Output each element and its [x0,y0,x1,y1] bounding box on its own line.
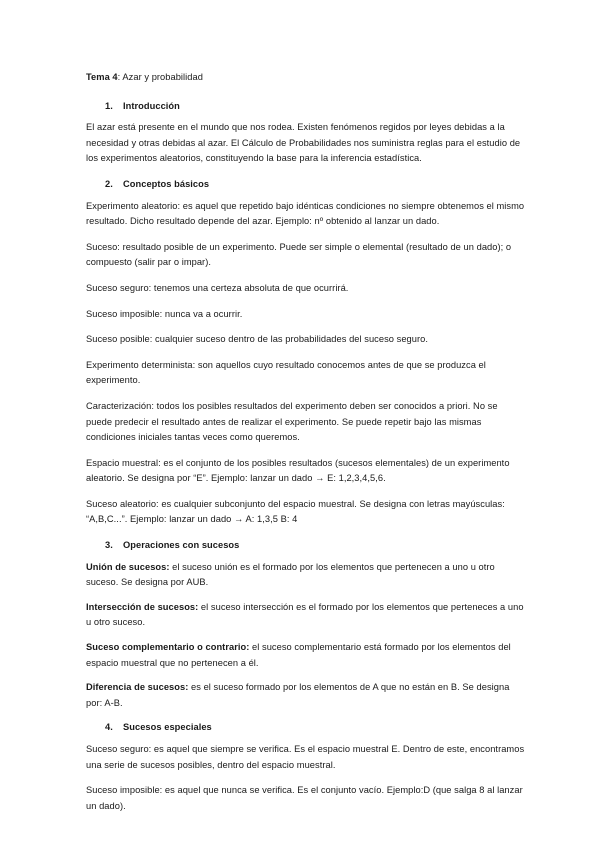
document-body [86,70,526,824]
paragraph [86,120,526,167]
paragraph [86,358,526,389]
section-heading-introduccion [86,99,526,115]
paragraph-text: Suceso seguro: tenemos una certeza absoluta de que ocurrirá. [86,282,349,293]
section-number: 2. [105,178,113,189]
title-subject: : Azar y probabilidad [117,72,203,82]
section-title: Operaciones con sucesos [123,540,240,551]
paragraph-text: Suceso imposible: es aquel que nunca se verifica. Es el conjunto vacío. Ejemplo:D (que salga 8 al lanzar un dado). [86,785,523,811]
paragraph-text: Suceso: resultado posible de un experimento. Puede ser simple o elemental (resultado de un dado); o compuesto (salir par o impar). [86,241,512,268]
title-topic: Tema 4 [86,72,118,82]
paragraph-text: Experimento aleatorio: es aquel que repetido bajo idénticas condiciones no siempre obtenemos el mismo resultado. Dicho resultado depende del azar. Ejemplo: nº obtenido al lanzar un dado. [86,200,525,227]
section-heading-conceptos [86,177,526,193]
section-title: Conceptos básicos [123,178,210,189]
paragraph [86,307,526,323]
paragraph-text: Suceso aleatorio: es cualquier subconjunto del espacio muestral. Se designa con letras mayúsculas: “A,B,C...”. Ejemplo: lanzar un dado → A: 1,3,5 B: 4 [86,498,505,525]
definition-paragraph [86,680,526,711]
paragraph [86,332,526,348]
definition-text: el suceso complementario está formado por los elementos del espacio muestral que no pertenecen a él. [86,642,511,668]
section-number: 4. [105,722,113,733]
paragraph [86,240,526,271]
definition-paragraph [86,640,526,671]
paragraph-text: Suceso seguro: es aquel que siempre se verifica. Es el espacio muestral E. Dentro de este, encontramos una serie de sucesos posibles, dentro del espacio muestral. [86,744,525,770]
section-number: 3. [105,540,113,551]
paragraph-text: Experimento determinista: son aquellos cuyo resultado conocemos antes de que se produzca el experimento. [86,359,486,386]
definition-paragraph [86,600,526,631]
section-heading-operaciones [86,538,526,554]
definition-text: el suceso intersección es el formado por los elementos que perteneces a uno u otro suceso. [86,601,524,628]
definition-text: es el suceso formado por los elementos de A que no están en B. Se designa por: A-B. [86,682,510,708]
definition-paragraph [86,560,526,591]
paragraph [86,742,526,773]
section-title: Sucesos especiales [123,722,212,733]
definition-term: Intersección de sucesos: [86,601,199,612]
section-title: Introducción [123,100,180,111]
paragraph-text: Suceso posible: cualquier suceso dentro de las probabilidades del suceso seguro. [86,334,429,345]
paragraph-text: Espacio muestral: es el conjunto de los posibles resultados (sucesos elementales) de un experimento aleatorio. Se designa por “E”. Ejemplo: lanzar un dado → E: 1,2,3,4,5,6. [86,457,510,484]
definition-text: el suceso unión es el formado por los elementos que pertenecen a uno u otro suceso. Se designa por AUB. [86,561,495,588]
definition-term: Diferencia de sucesos: [86,682,189,693]
paragraph [86,281,526,297]
paragraph [86,199,526,230]
paragraph-text: Suceso imposible: nunca va a ocurrir. [86,308,243,319]
paragraph [86,783,526,814]
page-title [86,70,526,86]
section-number: 1. [105,100,113,111]
paragraph [86,456,526,487]
paragraph [86,497,526,528]
paragraph-text: El azar está presente en el mundo que nos rodea. Existen fenómenos regidos por leyes debidas a la necesidad y otras debidas al azar. El Cálculo de Probabilidades nos suministra reglas para el estudio de los experimentos aleatorios, constituyendo la base para la inferencia estadística. [86,122,521,164]
section-heading-sucesos-especiales [86,720,526,736]
paragraph-text: Caracterización: todos los posibles resultados del experimento deben ser conocidos a priori. No se puede predecir el resultado antes de realizar el experimento. Se puede repetir bajo las mismas condiciones iniciales tantas veces como queremos. [86,400,498,443]
definition-term: Suceso complementario o contrario: [86,642,250,653]
definition-term: Unión de sucesos: [86,561,170,572]
paragraph [86,399,526,446]
